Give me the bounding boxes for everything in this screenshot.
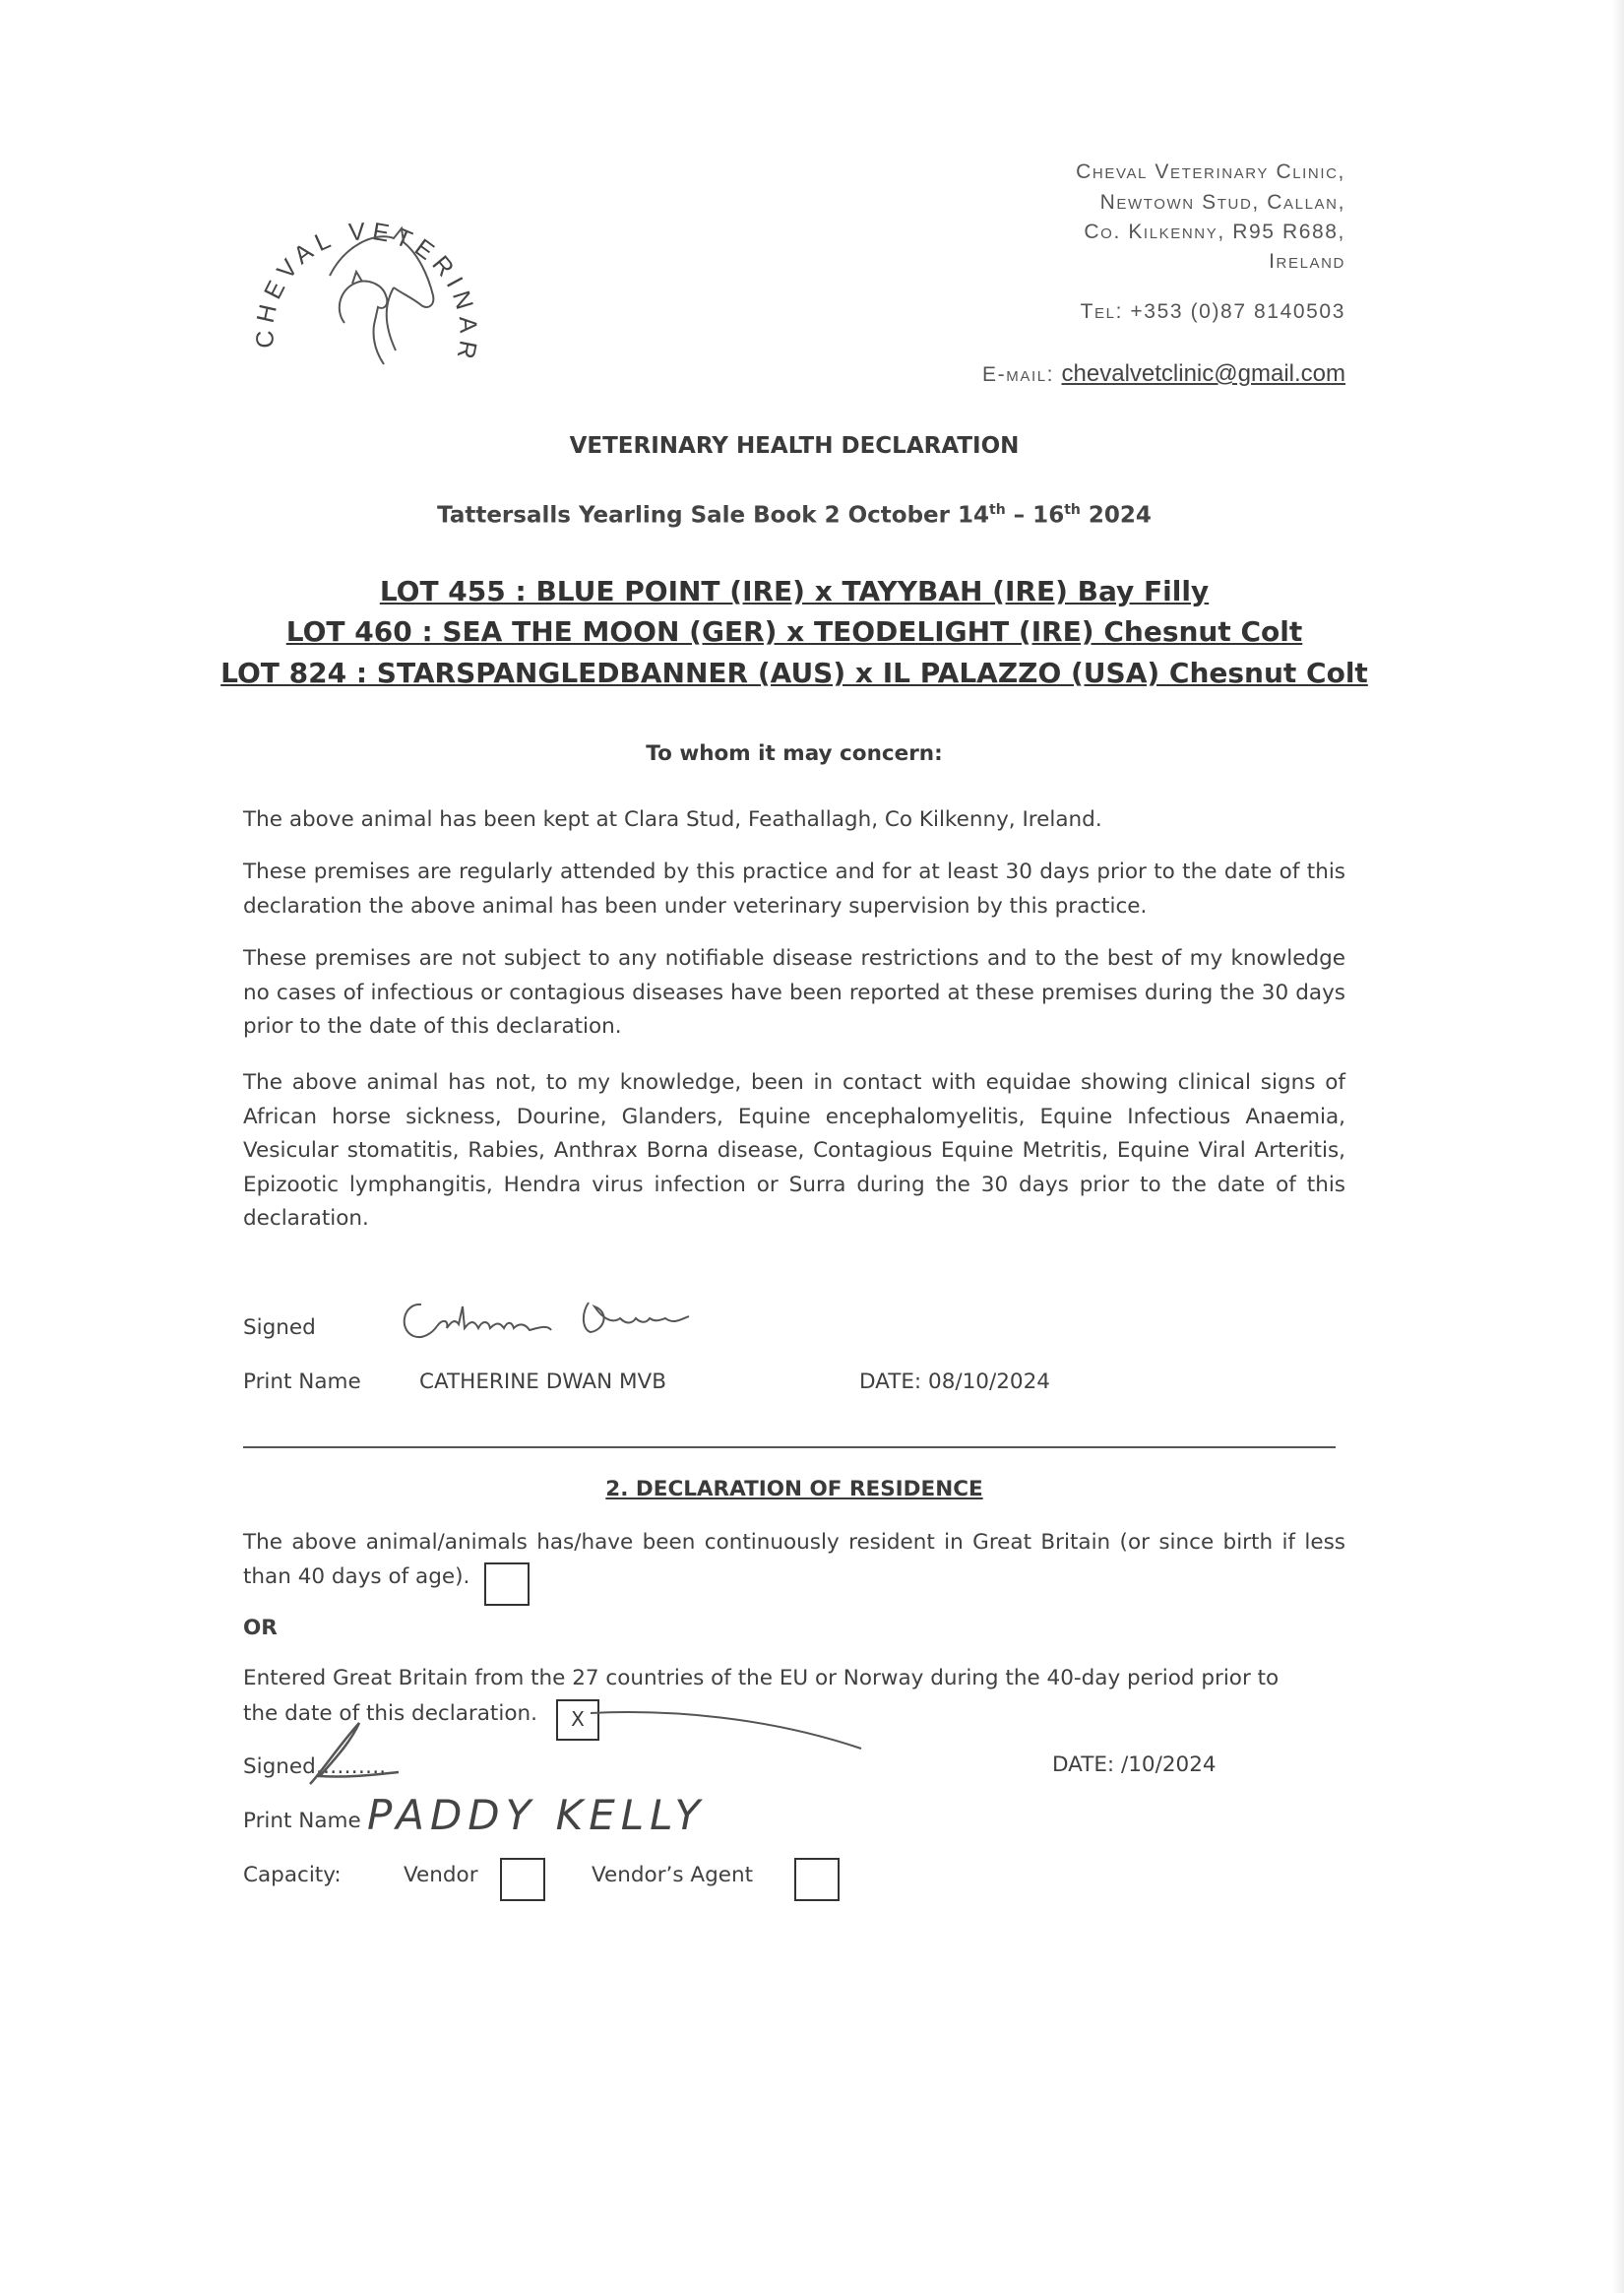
lot-460: LOT 460 : SEA THE MOON (GER) x TEODELIGHT (IRE) Chesnut Colt [285,615,1303,648]
paragraph-supervision: These premises are regularly attended by this practice and for at least 30 days prior to the date of this declaration the above animal has been under veterinary supervision by this practice. [243,860,1345,919]
salutation: To whom it may concern: [646,741,943,766]
vet-signature-date: DATE: 08/10/2024 [859,1369,1050,1394]
vet-print-name: CATHERINE DWAN MVB [419,1369,666,1394]
paragraph-contact: The above animal has not, to my knowledge, been in contact with equidae showing clinical signs of African horse sickness, Dourine, Glanders, Equine encephalomyelitis, Equine Infectious Anaemia, Vesicular stomatitis, Rabies, Anthrax Borna disease, Contagious Equine Metritis, Equine Viral Arteritis, Epizootic lymphangitis, Hendra virus infection or Surra during the 30 days prior to the date of this declaration. [243,1070,1345,1231]
clinic-logo [236,177,512,384]
address-country: Ireland [1269,250,1345,273]
residence-option1-text: The above animal/animals has/have been continuously resident in Great Britain (or since birth if less than 40 days of age). [243,1530,1345,1589]
sale-year: 2024 [1080,502,1152,529]
page-edge [1612,0,1624,2293]
capacity-label: Capacity: [243,1863,342,1887]
vendor-agent-checkbox[interactable] [794,1858,840,1901]
section-divider [243,1446,1336,1448]
sale-subtitle [0,502,1589,529]
residence-heading: 2. DECLARATION OF RESIDENCE [605,1477,983,1501]
clinic-telephone: Tel: +353 (0)87 8140503 [1080,300,1345,323]
address-line1: Newtown Stud, Callan, [1099,191,1345,214]
scribble-stroke [591,1707,866,1756]
vendor-agent-label: Vendor’s Agent [592,1863,754,1887]
document-title: VETERINARY HEALTH DECLARATION [569,433,1020,459]
paragraph-premises: The above animal has been kept at Clara Stud, Feathallagh, Co Kilkenny, Ireland. [243,807,1102,832]
residence-option1-checkbox[interactable] [484,1562,530,1606]
vendor-signature [290,1715,408,1794]
sale-prefix: Tattersalls Yearling Sale Book 2 October 14 [437,502,989,529]
residence-option2-line2: the date of this declaration. [243,1701,537,1726]
svg-text:Catherine Dwan: Catherine Dwan [394,1285,403,1286]
vet-handwritten-signature [394,1285,709,1354]
signed-label: Signed [243,1315,316,1340]
residence-option1 [243,1526,1345,1594]
residence-signed-label: Signed………. [243,1754,387,1779]
email-link[interactable]: chevalvetclinic@gmail.com [1061,360,1345,387]
email-label: E-mail: [982,363,1062,386]
paragraph-restrictions: These premises are not subject to any notifiable disease restrictions and to the best of my knowledge no cases of infectious or contagious diseases have been reported at these premises during the 30 days prior to the date of this declaration. [243,946,1345,1039]
sale-sup2: th [1064,502,1081,518]
residence-print-name-label: Print Name [243,1809,361,1833]
address-line2: Co. Kilkenny, R95 R688, [1084,221,1345,243]
residence-date: DATE: /10/2024 [1052,1752,1217,1777]
svg-text:PADDY KELLY: PADDY KELLY [367,1791,707,1839]
vendor-checkbox[interactable] [500,1858,545,1901]
clinic-email-line [982,360,1345,388]
residence-option2-checkbox[interactable]: X [556,1699,599,1741]
svg-text:CHEVAL VETERINARY CLINIC: CHEVAL VETERINAR [251,217,482,367]
lot-824: LOT 824 : STARSPANGLEDBANNER (AUS) x IL PALAZZO (USA) Chesnut Colt [220,657,1368,689]
vendor-label: Vendor [404,1863,478,1887]
residence-option2-line1: Entered Great Britain from the 27 countries of the EU or Norway during the 40-day period prior to [243,1666,1280,1690]
vendor-print-name-handwriting [359,1784,733,1853]
sale-sup1: th [989,502,1006,518]
lot-455: LOT 455 : BLUE POINT (IRE) x TAYYBAH (IRE) Bay Filly [379,575,1210,607]
sale-mid: – 16 [1005,502,1065,529]
or-label: OR [243,1616,278,1640]
clinic-name: Cheval Veterinary Clinic, [1076,160,1345,183]
print-name-label: Print Name [243,1369,361,1394]
